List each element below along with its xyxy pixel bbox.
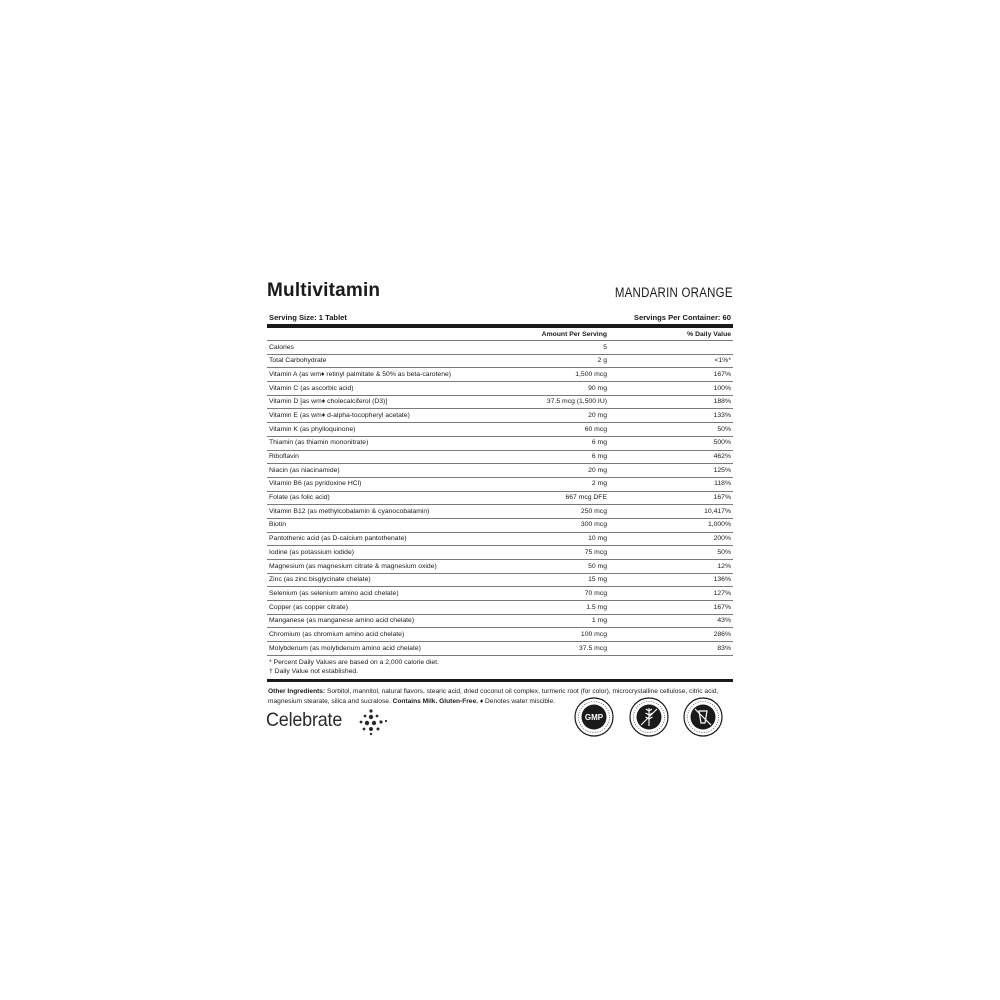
product-title: Multivitamin	[267, 280, 381, 301]
nutrient-name: Calories	[269, 343, 294, 351]
nutrient-row	[267, 574, 733, 588]
nutrient-row	[267, 533, 733, 547]
nutrient-name: Pantothenic acid (as D-calcium pantothenate)	[269, 535, 407, 543]
nutrient-name: Vitamin C (as ascorbic acid)	[269, 384, 354, 392]
nutrient-row	[267, 382, 733, 396]
nutrient-amount: 300 mcg	[580, 521, 607, 529]
nutrient-daily-value: 1,000%	[707, 521, 731, 529]
nutrient-row	[267, 478, 733, 492]
nutrient-daily-value: 286%	[713, 630, 731, 638]
water-miscible-note: ♦ Denotes water miscible.	[477, 697, 556, 705]
nutrient-amount: 2 g	[597, 357, 607, 365]
footnote-dv-not-established: † Daily Value not established.	[269, 668, 359, 676]
nutrient-amount: 90 mg	[588, 384, 607, 392]
nutrient-row	[267, 560, 733, 574]
nutrient-daily-value: 136%	[713, 576, 731, 584]
flavor-name: MANDARIN ORANGE	[615, 285, 733, 300]
nutrient-row	[267, 341, 733, 355]
nutrient-daily-value: 12%	[717, 562, 731, 570]
nutrient-amount: 15 mg	[588, 576, 607, 584]
nutrient-amount: 70 mcg	[584, 589, 607, 597]
nutrient-amount: 75 mcg	[584, 548, 607, 556]
nutrient-name: Magnesium (as magnesium citrate & magnesium oxide)	[269, 562, 437, 570]
nutrient-row	[267, 437, 733, 451]
nutrient-row	[267, 409, 733, 423]
no-artificial-sweeteners-badge	[683, 697, 723, 737]
nutrient-name: Vitamin B12 (as methylcobalamin & cyanocobalamin)	[269, 507, 430, 515]
gmp-text: GMP	[584, 713, 604, 722]
nutrient-amount: 6 mg	[591, 453, 607, 460]
nutrient-name: Vitamin D [as wm♦ cholecalciferol (D3)]	[269, 398, 388, 406]
nutrient-row	[267, 396, 733, 410]
nutrient-amount: 667 mcg DFE	[565, 494, 607, 502]
bottom-divider	[267, 679, 733, 682]
serving-info	[267, 311, 733, 324]
servings-per-container: Servings Per Container: 60	[633, 313, 731, 322]
gmp-certified-badge-icon	[574, 697, 614, 737]
nutrient-daily-value: 100%	[713, 384, 731, 392]
nutrient-amount: 1,500 mcg	[575, 370, 607, 378]
nutrient-row	[267, 587, 733, 601]
nutrient-name: Iodine (as potassium iodide)	[269, 548, 355, 556]
nutrient-name: Biotin	[269, 521, 287, 529]
nutrient-daily-value: 167%	[713, 494, 731, 502]
nutrient-row	[267, 492, 733, 506]
supplement-facts-panel	[267, 280, 733, 706]
footnote-percent-dv: * Percent Daily Values are based on a 2,000 calorie diet.	[269, 658, 439, 666]
nutrient-amount: 2 mg	[591, 480, 607, 488]
nutrient-row	[267, 615, 733, 629]
nutrient-name: Chromium (as chromium amino acid chelate)	[269, 630, 405, 638]
amount-per-serving-header: Amount Per Serving	[541, 330, 607, 338]
nutrient-daily-value: 118%	[714, 480, 731, 488]
footnotes	[267, 656, 733, 679]
nutrient-row	[267, 628, 733, 642]
other-ingredients-text: Sorbitol, mannitol, natural flavors, stearic acid, dried coconut oil complex, turmeric root (for color), microcrystalline cellulose, citric acid, magnesium stearate, silica and sucralose.	[268, 687, 719, 705]
nutrient-row	[267, 423, 733, 437]
nutrient-amount: 60 mcg	[584, 425, 607, 433]
nutrient-row	[267, 642, 733, 656]
nutrient-name: Selenium (as selenium amino acid chelate)	[269, 589, 399, 597]
nutrient-name: Molybdenum (as molybdenum amino acid chelate)	[269, 644, 421, 652]
nutrient-amount: 6 mg	[591, 439, 607, 447]
nutrient-amount: 5	[603, 343, 607, 351]
nutrient-daily-value: <1%*	[714, 357, 731, 365]
nutrient-amount: 37.5 mcg (1,500 IU)	[546, 398, 607, 406]
nutrient-name: Vitamin E (as wm♦ d-alpha-tocopheryl acetate)	[269, 411, 410, 419]
allergen-statement: Contains Milk. Gluten-Free.	[392, 697, 478, 705]
nutrient-name: Niacin (as niacinamide)	[269, 466, 340, 474]
gmp-certified-badge	[574, 697, 614, 737]
nutrient-daily-value: 188%	[713, 398, 731, 406]
nutrient-amount: 50 mg	[588, 562, 607, 570]
nutrient-name: Riboflavin	[269, 453, 299, 460]
gluten-free-badge-icon	[629, 697, 669, 737]
nutrient-row	[267, 546, 733, 560]
nutrient-name: Thiamin (as thiamin mononitrate)	[269, 439, 369, 447]
nutrient-row	[267, 601, 733, 615]
column-header-row	[267, 328, 733, 341]
brand-wordmark: Celebrate	[266, 709, 343, 731]
nutrient-daily-value: 167%	[713, 603, 731, 611]
nutrient-row	[267, 451, 733, 465]
nutrient-daily-value: 43%	[717, 617, 731, 625]
nutrient-daily-value: 10,417%	[704, 507, 731, 515]
nutrient-row	[267, 519, 733, 533]
nutrient-daily-value: 83%	[717, 644, 731, 652]
nutrient-amount: 1.5 mg	[586, 603, 607, 611]
nutrient-row	[267, 368, 733, 382]
no-artificial-sweeteners-badge-icon	[683, 697, 723, 737]
other-ingredients-label: Other Ingredients:	[268, 687, 326, 695]
brand-sparkle-icon	[359, 708, 389, 736]
nutrient-daily-value: 167%	[713, 370, 731, 378]
gluten-free-badge	[629, 697, 669, 737]
nutrient-daily-value: 133%	[713, 411, 731, 419]
nutrient-daily-value: 127%	[713, 589, 731, 597]
nutrient-daily-value: 125%	[713, 466, 731, 474]
nutrient-daily-value: 50%	[717, 548, 731, 556]
label-header	[267, 280, 733, 306]
nutrient-row	[267, 464, 733, 478]
nutrient-amount: 100 mcg	[580, 630, 607, 638]
nutrient-name: Vitamin B6 (as pyridoxine HCl)	[269, 480, 362, 488]
nutrient-daily-value: 200%	[713, 535, 731, 543]
nutrient-name: Folate (as folic acid)	[269, 494, 330, 502]
nutrient-name: Total Carbohydrate	[269, 357, 327, 365]
nutrient-amount: 250 mcg	[580, 507, 607, 515]
daily-value-header: % Daily Value	[687, 330, 731, 338]
nutrient-name: Vitamin A (as wm♦ retinyl palmitate & 50% as beta-carotene)	[269, 370, 452, 378]
nutrient-amount: 37.5 mcg	[579, 644, 607, 652]
nutrient-amount: 10 mg	[588, 535, 607, 543]
nutrient-name: Copper (as copper citrate)	[269, 603, 348, 611]
nutrient-name: Vitamin K (as phylloquinone)	[269, 425, 356, 433]
nutrient-daily-value: 462%	[713, 453, 731, 460]
nutrient-amount: 20 mg	[588, 411, 607, 419]
serving-size: Serving Size: 1 Tablet	[269, 313, 347, 322]
nutrient-table	[267, 341, 733, 656]
nutrient-daily-value: 50%	[717, 425, 731, 433]
nutrient-amount: 20 mg	[588, 466, 607, 474]
nutrient-name: Manganese (as manganese amino acid chelate)	[269, 617, 415, 625]
nutrient-row	[267, 355, 733, 369]
nutrient-row	[267, 505, 733, 519]
nutrient-name: Zinc (as zinc bisglycinate chelate)	[269, 576, 371, 584]
nutrient-daily-value: 500%	[713, 439, 731, 447]
nutrient-amount: 1 mg	[591, 617, 607, 625]
